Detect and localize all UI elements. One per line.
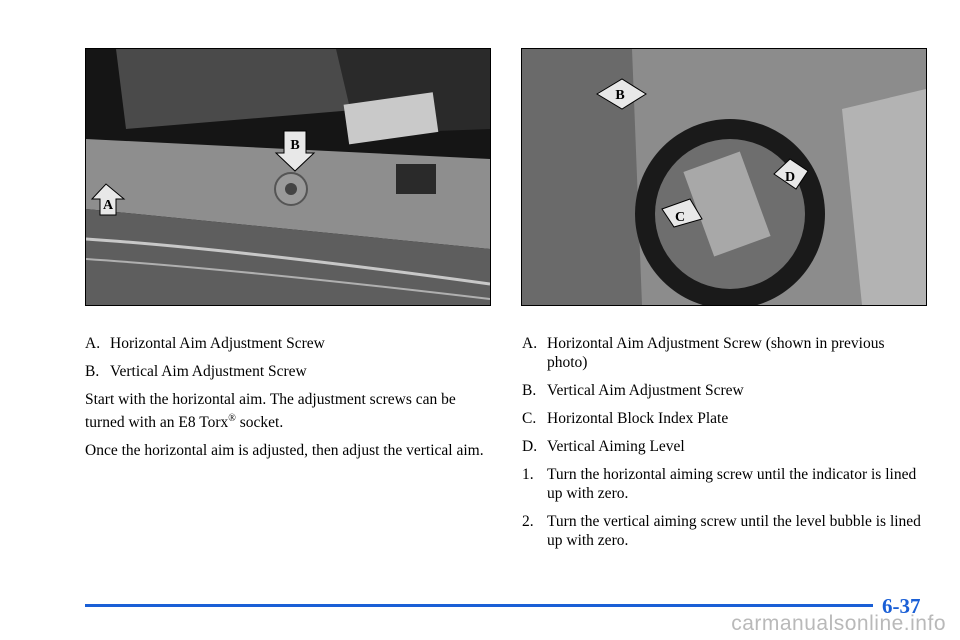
page-number: 6-37 [882, 594, 921, 618]
caption-label: B. [85, 363, 100, 380]
caption-item [85, 334, 495, 353]
step-number: 1. [522, 466, 534, 483]
instruction-paragraph: Once the horizontal aim is adjusted, then adjust the vertical aim. [85, 442, 484, 460]
step-text: Turn the vertical aiming screw until the level bubble is lined up with zero. [547, 513, 921, 549]
caption-label: A. [85, 335, 101, 352]
para1-end: socket. [235, 414, 284, 432]
headlamp-aimer-illustration [522, 49, 926, 305]
caption-text: Horizontal Block Index Plate [547, 410, 729, 427]
step-number: 2. [522, 513, 534, 530]
photo-vertical-aim-level [521, 48, 927, 306]
step-item [522, 465, 927, 503]
watermark: carmanualsonline.info [731, 612, 946, 635]
registered-mark: ® [228, 413, 236, 424]
caption-text: Vertical Aiming Level [547, 438, 685, 455]
caption-label: D. [522, 438, 538, 455]
caption-text: Horizontal Aim Adjustment Screw [110, 335, 325, 352]
step-text: Turn the horizontal aiming screw until the indicator is lined up with zero. [547, 466, 917, 502]
callout-D-letter: D [784, 170, 796, 185]
left-text-column [85, 334, 495, 469]
caption-text: Horizontal Aim Adjustment Screw (shown in previous photo) [547, 335, 885, 371]
caption-text: Vertical Aim Adjustment Screw [547, 382, 744, 399]
callout-A-letter: A [102, 198, 114, 213]
callout-C-letter: C [674, 210, 686, 225]
step-item [522, 512, 927, 550]
callout-right-B-letter: B [615, 88, 625, 103]
engine-bay-illustration [86, 49, 490, 305]
caption-item [522, 437, 927, 456]
caption-label: B. [522, 382, 537, 399]
caption-item [522, 381, 927, 400]
caption-item [522, 334, 927, 372]
caption-label: A. [522, 335, 538, 352]
photo-horizontal-aim-screw [85, 48, 491, 306]
instruction-paragraph [85, 390, 495, 432]
callout-B-letter: B [290, 138, 300, 153]
right-text-column [522, 334, 927, 559]
para1-text: Start with the horizontal aim. The adjustment screws can be turned with an E8 Torx [85, 391, 456, 432]
footer-rule [85, 604, 873, 607]
caption-item [522, 409, 927, 428]
caption-text: Vertical Aim Adjustment Screw [110, 363, 307, 380]
caption-label: C. [522, 410, 537, 427]
caption-item [85, 362, 495, 381]
